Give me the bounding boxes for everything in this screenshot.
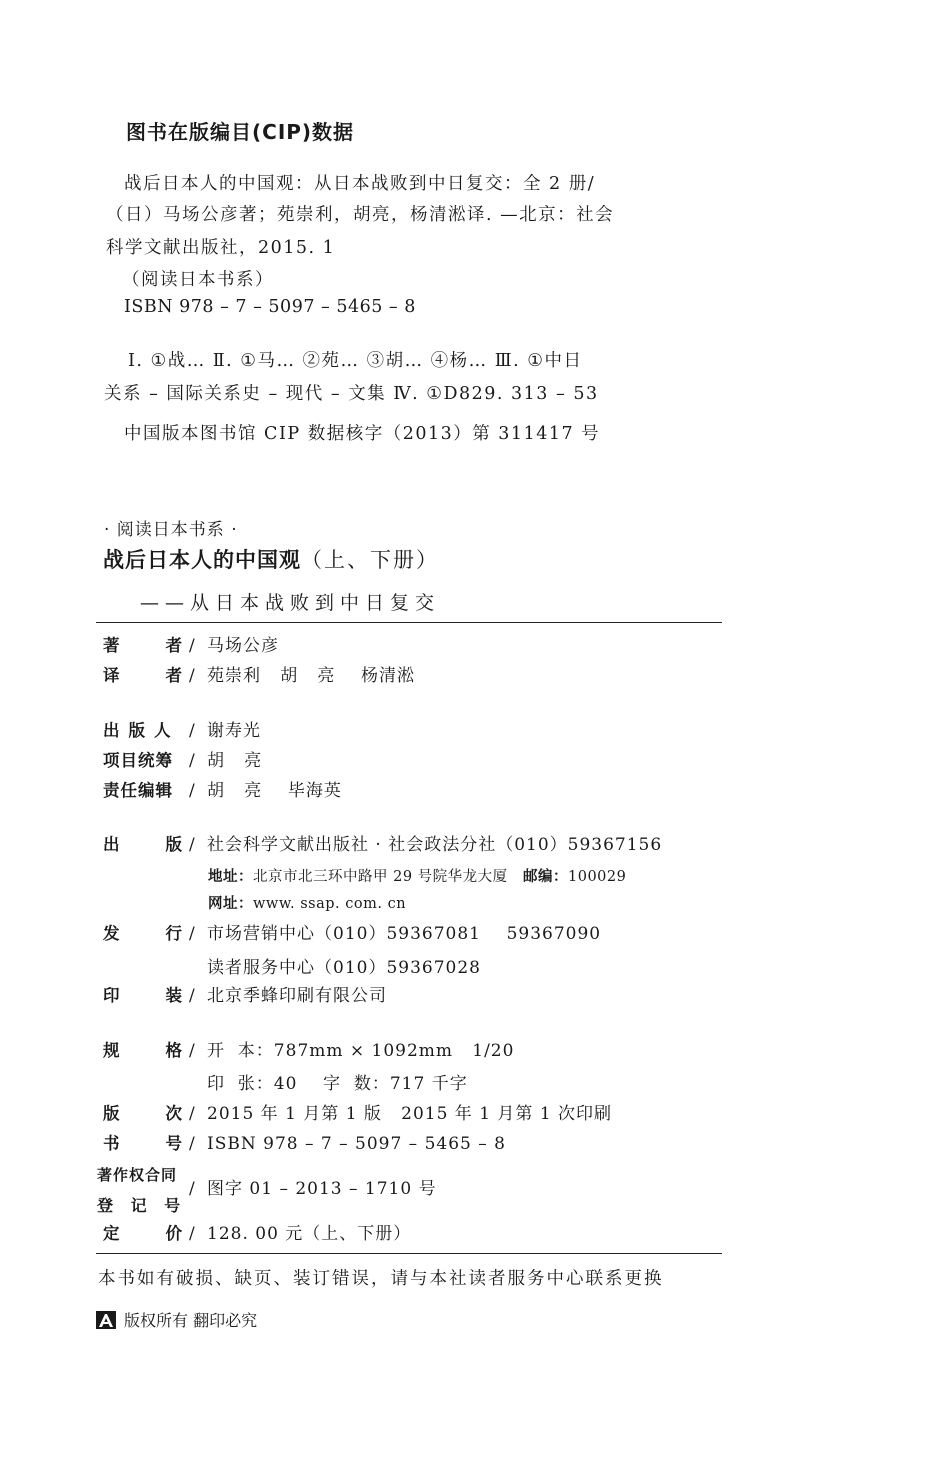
edition-value: 2015 年 1 月第 1 版 2015 年 1 月第 1 次印刷 bbox=[207, 1104, 613, 1124]
book-subtitle: ——从日本战败到中日复交 bbox=[140, 592, 441, 614]
copyright-text: 版权所有 翻印必究 bbox=[124, 1311, 258, 1330]
spec-label: 规 格 bbox=[103, 1041, 183, 1060]
website-value: www. ssap. com. cn bbox=[253, 896, 407, 912]
cip-line-series: （阅读日本书系） bbox=[122, 270, 274, 290]
editors-label: 责任编辑 bbox=[103, 781, 173, 800]
distribution-label: 发 行 bbox=[103, 924, 183, 943]
publishing-label: 出 版 bbox=[103, 835, 183, 854]
website-line: 网址：www. ssap. com. cn bbox=[208, 896, 407, 912]
cip-heading: 图书在版编目(CIP)数据 bbox=[126, 120, 355, 144]
series-name: · 阅读日本书系 · bbox=[104, 520, 238, 540]
distribution-value-1: 市场营销中心（010）59367081 59367090 bbox=[207, 924, 602, 944]
cip-line-approval: 中国版本图书馆 CIP 数据核字（2013）第 311417 号 bbox=[124, 424, 601, 444]
damage-notice: 本书如有破损、缺页、装订错误，请与本社读者服务中心联系更换 bbox=[98, 1269, 664, 1289]
address-line: 地址：北京市北三环中路甲 29 号院华龙大厦 邮编：100029 bbox=[208, 869, 627, 885]
price-label: 定 价 bbox=[103, 1224, 183, 1243]
copyright-page: 图书在版编目(CIP)数据 战后日本人的中国观：从日本战败到中日复交：全 2 册/ （日）马场公彦著；苑崇利，胡亮，杨清淞译. —北京：社会 科学文献出版社，2015. 1 （阅读日本书系） ISBN 978 – 7 – 5097 – 5465 – 8 Ⅰ. ①战… Ⅱ. ①马… ②苑… ③胡… ④杨… Ⅲ. ①中日 关系 – 国际关系史 – 现代 – 文集 Ⅳ. ①D829. 313 – 53 中国版本图书馆 CIP 数据核字（2013）第 311417 号 · 阅读日本书系 · 战后日本人的中国观（上、下册） ——从日本战败到中日复交 著 者 / 马场公彦 译 者 / 苑崇利 胡 亮 杨清淞 出版人 / 谢寿光 项目统筹 / 胡 亮 责任编辑 / 胡 亮 毕海英 出 版 / 社会科学文献出版社 · 社会政法分社（010）59367156 地址：北京市北三环中路甲 29 号院华龙大厦 邮编：100029 网址：www. ssap. com. cn 发 行 / 市场营销中心（010）59367081 59367090 读者服务中心（010）59367028 印 装 / 北京季蜂印刷有限公司 规 格 / 开 本：787mm × 1092mm 1/20 印 张：40 字 数：717 千字 版 次 / 2015 年 1 月第 1 版 2015 年 1 月第 1 次印刷 书 号 / ISBN 978 – 7 – 5097 – 5465 – 8 著作权合同 登 记 号 / 图字 01 – 2013 – 1710 号 定 价 / 128. 00 元（上、下册） 本书如有破损、缺页、装订错误，请与本社读者服务中心联系更换 版权所有 翻印必究 bbox=[0, 0, 950, 1462]
coordinator-value: 胡 亮 bbox=[207, 751, 263, 771]
publishing-value: 社会科学文献出版社 · 社会政法分社（010）59367156 bbox=[207, 835, 663, 855]
contract-label-line-2: 登 记 号 bbox=[97, 1196, 187, 1215]
contract-label-line-1: 著作权合同 bbox=[97, 1166, 178, 1184]
cip-line-title: 战后日本人的中国观：从日本战败到中日复交：全 2 册/ bbox=[124, 174, 596, 194]
cip-line-publisher: 科学文献出版社，2015. 1 bbox=[106, 238, 336, 258]
isbn-value: ISBN 978 – 7 – 5097 – 5465 – 8 bbox=[207, 1134, 506, 1154]
cip-line-classification: Ⅰ. ①战… Ⅱ. ①马… ②苑… ③胡… ④杨… Ⅲ. ①中日 bbox=[128, 351, 583, 371]
cip-line-isbn: ISBN 978 – 7 – 5097 – 5465 – 8 bbox=[124, 297, 416, 317]
book-title bbox=[103, 544, 439, 574]
author-value: 马场公彦 bbox=[207, 636, 279, 656]
publisher-logo-icon bbox=[96, 1311, 116, 1329]
contract-value: 图字 01 – 2013 – 1710 号 bbox=[207, 1179, 437, 1199]
publisher-person-label: 出版人 bbox=[103, 721, 180, 740]
cip-line-subjects: 关系 – 国际关系史 – 现代 – 文集 Ⅳ. ①D829. 313 – 53 bbox=[104, 384, 599, 404]
divider-bottom bbox=[96, 1253, 722, 1254]
cip-line-authors: （日）马场公彦著；苑崇利，胡亮，杨清淞译. —北京：社会 bbox=[106, 205, 615, 225]
postcode-value: 100029 bbox=[568, 869, 627, 885]
spec-value-2: 印 张：40 字 数：717 千字 bbox=[207, 1074, 468, 1094]
printing-value: 北京季蜂印刷有限公司 bbox=[207, 986, 387, 1006]
isbn-label: 书 号 bbox=[103, 1134, 183, 1153]
address-value: 北京市北三环中路甲 29 号院华龙大厦 bbox=[253, 869, 508, 885]
book-title-text: 战后日本人的中国观 bbox=[103, 548, 301, 572]
publisher-person-value: 谢寿光 bbox=[207, 721, 261, 741]
translators-value: 苑崇利 胡 亮 杨清淞 bbox=[207, 666, 416, 686]
spec-value-1: 开 本：787mm × 1092mm 1/20 bbox=[207, 1041, 515, 1061]
divider-top bbox=[96, 622, 722, 623]
edition-label: 版 次 bbox=[103, 1104, 183, 1123]
book-volumes: （上、下册） bbox=[301, 548, 439, 572]
printing-label: 印 装 bbox=[103, 986, 183, 1005]
price-value: 128. 00 元（上、下册） bbox=[207, 1224, 412, 1244]
editors-value: 胡 亮 毕海英 bbox=[207, 781, 342, 801]
copyright-line bbox=[96, 1308, 257, 1331]
translators-label: 译 者 bbox=[103, 666, 183, 685]
distribution-value-2: 读者服务中心（010）59367028 bbox=[207, 958, 481, 978]
author-label: 著 者 bbox=[103, 636, 183, 655]
coordinator-label: 项目统筹 bbox=[103, 751, 173, 770]
